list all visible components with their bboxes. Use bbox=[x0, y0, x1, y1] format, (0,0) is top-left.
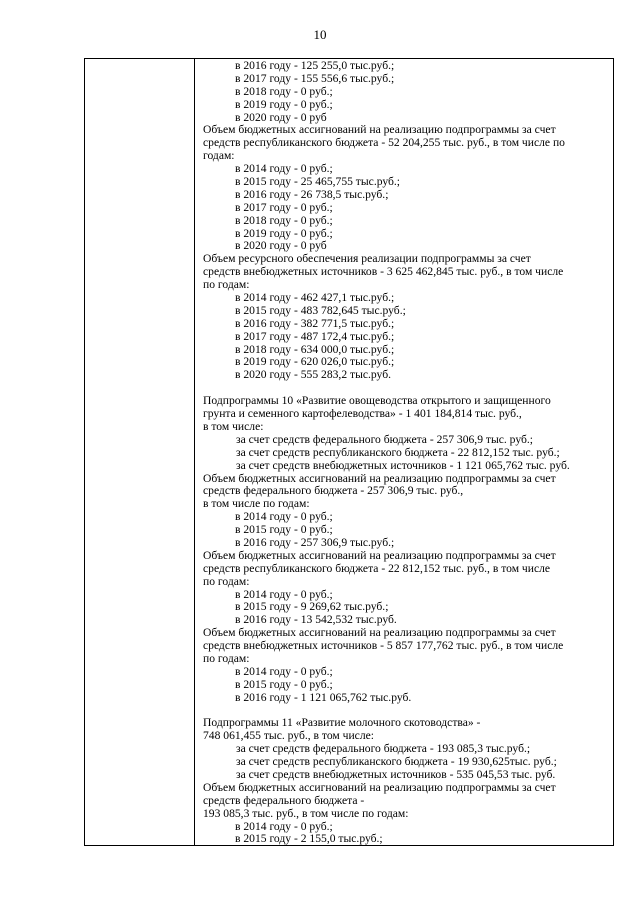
text-line: в 2019 году - 620 026,0 тыс.руб.; bbox=[235, 355, 395, 369]
text-line: по годам: bbox=[203, 651, 250, 665]
text-line: по годам: bbox=[203, 278, 250, 292]
text-line: в 2014 году - 0 руб.; bbox=[235, 162, 333, 176]
text-line: Подпрограммы 11 «Развитие молочного скотоводства» - bbox=[203, 716, 481, 730]
block-subprogram-9-tail bbox=[203, 60, 613, 382]
text-line: в 2019 году - 0 руб.; bbox=[235, 97, 333, 111]
text-line: по годам: bbox=[203, 574, 250, 588]
text-line: в 2018 году - 0 руб.; bbox=[235, 84, 333, 98]
text-line: в 2017 году - 487 172,4 тыс.руб.; bbox=[235, 329, 395, 343]
block-subprogram-11 bbox=[203, 717, 613, 846]
text-line: в 2015 году - 2 155,0 тыс.руб.; bbox=[235, 832, 383, 846]
text-line: средств федерального бюджета - 257 306,9 тыс. руб., bbox=[203, 484, 464, 498]
text-line: Объем бюджетных ассигнований на реализацию подпрограммы за счет bbox=[203, 123, 556, 137]
text-line: в 2020 году - 555 283,2 тыс.руб. bbox=[235, 368, 391, 382]
text-line: Объем бюджетных ассигнований на реализацию подпрограммы за счет bbox=[203, 780, 556, 794]
text-line: за счет средств федерального бюджета - 193 085,3 тыс.руб.; bbox=[236, 742, 531, 756]
text-line: Подпрограммы 10 «Развитие овощеводства открытого и защищенного bbox=[203, 394, 551, 408]
text-line: Объем бюджетных ассигнований на реализацию подпрограммы за счет bbox=[203, 626, 556, 640]
table-content-cell bbox=[203, 60, 613, 846]
page-number: 10 bbox=[313, 27, 327, 42]
text-line: за счет средств внебюджетных источников - 535 045,53 тыс. руб. bbox=[236, 767, 556, 781]
text-line: в 2015 году - 9 269,62 тыс.руб.; bbox=[235, 600, 389, 614]
text-line: средств внебюджетных источников - 5 857 177,762 тыс. руб., в том числе bbox=[203, 639, 564, 653]
program-table bbox=[84, 58, 614, 846]
text-line: за счет средств республиканского бюджета - 22 812,152 тыс. руб.; bbox=[236, 445, 560, 459]
text-line: средств федерального бюджета - bbox=[203, 793, 365, 807]
text-line: Объем ресурсного обеспечения реализации подпрограммы за счет bbox=[203, 252, 531, 266]
text-line: в 2014 году - 462 427,1 тыс.руб.; bbox=[235, 291, 395, 305]
text-line: Объем бюджетных ассигнований на реализацию подпрограммы за счет bbox=[203, 548, 556, 562]
text-line: в 2020 году - 0 руб bbox=[235, 239, 327, 253]
text-line: в 2020 году - 0 руб bbox=[235, 110, 327, 124]
text-line: в 2019 году - 0 руб.; bbox=[235, 226, 333, 240]
text-line: в 2014 году - 0 руб.; bbox=[235, 587, 333, 601]
text-line: 748 061,455 тыс. руб., в том числе: bbox=[203, 729, 374, 743]
text-line: в 2016 году - 257 306,9 тыс.руб.; bbox=[235, 535, 395, 549]
text-line: в 2017 году - 155 556,6 тыс.руб.; bbox=[235, 71, 395, 85]
column-divider bbox=[194, 59, 195, 845]
text-line: в 2014 году - 0 руб.; bbox=[235, 664, 333, 678]
text-line: в 2015 году - 25 465,755 тыс.руб.; bbox=[235, 175, 401, 189]
text-line: средств республиканского бюджета - 22 812,152 тыс. руб., в том числе bbox=[203, 561, 551, 575]
text-line: годам: bbox=[203, 149, 235, 163]
text-line: в 2016 году - 1 121 065,762 тыс.руб. bbox=[235, 690, 412, 704]
text-line: в 2016 году - 26 738,5 тыс.руб.; bbox=[235, 187, 389, 201]
text-line: в 2018 году - 634 000,0 тыс.руб.; bbox=[235, 342, 395, 356]
text-line: средств внебюджетных источников - 3 625 462,845 тыс. руб., в том числе bbox=[203, 265, 564, 279]
text-line: в 2016 году - 125 255,0 тыс.руб.; bbox=[235, 59, 395, 72]
text-line: средств республиканского бюджета - 52 204,255 тыс. руб., в том числе по bbox=[203, 136, 565, 150]
text-line: в 2018 году - 0 руб.; bbox=[235, 213, 333, 227]
text-line: в том числе по годам: bbox=[203, 497, 310, 511]
text-line: в 2016 году - 382 771,5 тыс.руб.; bbox=[235, 316, 395, 330]
text-line: в том числе: bbox=[203, 419, 264, 433]
text-line: Объем бюджетных ассигнований на реализацию подпрограммы за счет bbox=[203, 471, 556, 485]
text-line: в 2015 году - 0 руб.; bbox=[235, 523, 333, 537]
text-line: за счет средств республиканского бюджета - 19 930,625тыс. руб.; bbox=[236, 755, 557, 769]
text-line: грунта и семенного картофелеводства» - 1 401 184,814 тыс. руб., bbox=[203, 407, 522, 421]
text-line: 193 085,3 тыс. руб., в том числе по годам: bbox=[203, 806, 409, 820]
text-line: в 2015 году - 0 руб.; bbox=[235, 677, 333, 691]
block-subprogram-10 bbox=[203, 395, 613, 704]
text-line: в 2016 году - 13 542,532 тыс.руб. bbox=[235, 613, 397, 627]
text-line: в 2014 году - 0 руб.; bbox=[235, 510, 333, 524]
text-line: за счет средств внебюджетных источников - 1 121 065,762 тыс. руб. bbox=[236, 458, 570, 472]
text-line: в 2014 году - 0 руб.; bbox=[235, 819, 333, 833]
text-line: за счет средств федерального бюджета - 257 306,9 тыс. руб.; bbox=[236, 432, 533, 446]
text-line: в 2015 году - 483 782,645 тыс.руб.; bbox=[235, 303, 406, 317]
text-line: в 2017 году - 0 руб.; bbox=[235, 200, 333, 214]
